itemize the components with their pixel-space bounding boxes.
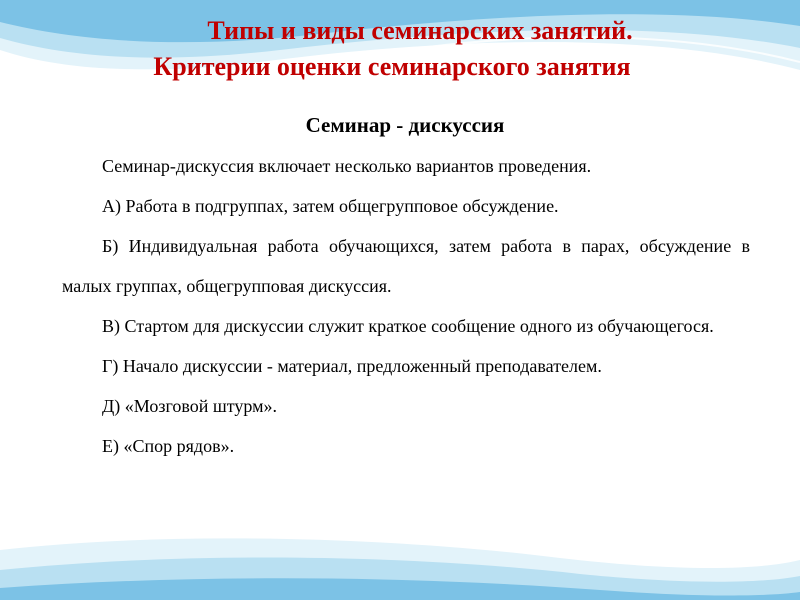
paragraph-option-a: А) Работа в подгруппах, затем общегрупповое обсуждение. — [102, 196, 559, 216]
paragraph-option-d: Д) «Мозговой штурм». — [102, 396, 277, 416]
slide-body — [62, 146, 750, 466]
slide-subtitle: Семинар - дискуссия — [305, 113, 505, 137]
slide-title-line-2: Критерии оценки семинарского занятия — [153, 52, 631, 81]
paragraph-option-b: Б) Индивидуальная работа обучающихся, затем работа в парах, обсуждение в малых группах, общегрупповая дискуссия. — [62, 236, 750, 296]
paragraph-option-g: Г) Начало дискуссии - материал, предложенный преподавателем. — [102, 356, 602, 376]
paragraph-intro: Семинар-дискуссия включает несколько вариантов проведения. — [102, 156, 592, 176]
slide-title-line-1: Типы и виды семинарских занятий. — [207, 16, 633, 45]
paragraph-option-v: В) Стартом для дискуссии служит краткое сообщение одного из обучающегося. — [102, 316, 714, 336]
bottom-wave-decoration — [0, 520, 800, 600]
paragraph-option-e: Е) «Спор рядов». — [102, 436, 235, 456]
